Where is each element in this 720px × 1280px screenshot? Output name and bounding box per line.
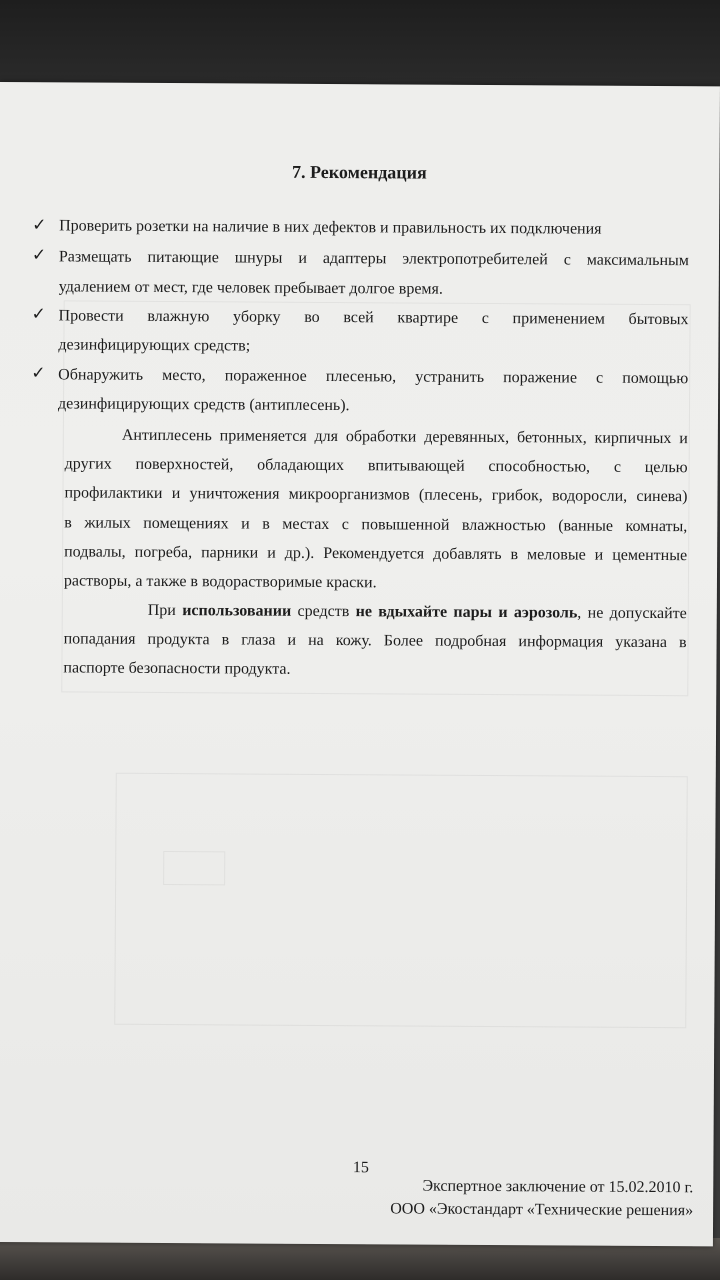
- checkmark-icon: ✓: [31, 363, 46, 383]
- recommendation-4-line-1: Обнаружить место, пораженное плесенью, устранить поражение с помощью: [58, 366, 689, 388]
- recommendation-2-line-1: Размещать питающие шнуры и адаптеры электропотребителей с максимальным: [58, 248, 689, 270]
- recommendation-4-line-2: дезинфицирующих средств (антиплесень).: [57, 395, 350, 415]
- paragraph-2-line-3: паспорте безопасности продукта.: [63, 659, 291, 678]
- checkmark-icon: ✓: [31, 245, 47, 265]
- document-content: [0, 82, 720, 1246]
- paragraph-1-line-3: профилактики и уничтожения микроорганизмов (плесень, грибок, водоросли, синева): [64, 484, 688, 506]
- recommendation-3-line-1: Провести влажную уборку во всей квартире с применением бытовых: [58, 307, 689, 329]
- checkmark-icon: ✓: [32, 215, 47, 235]
- paragraph-2-text: , не допускайте: [577, 604, 687, 623]
- paragraph-1-line-1: Антиплесень применяется для обработки деревянных, бетонных, кирпичных и: [121, 426, 688, 448]
- background-top: [0, 0, 720, 95]
- footer-line-2: ООО «Экостандарт «Технические решения»: [390, 1200, 694, 1220]
- checkmark-icon: ✓: [31, 304, 46, 324]
- paragraph-2-bold-warning: не вдыхайте пары и аэрозоль: [355, 603, 578, 622]
- section-title: 7. Рекомендация: [292, 161, 427, 183]
- paragraph-1-line-4: в жилых помещениях и в местах с повышенной влажностью (ванные комнаты,: [64, 514, 688, 536]
- paragraph-1-line-5: подвалы, погреба, парники и др.). Рекомендуется добавлять в меловые и цементные: [64, 543, 688, 565]
- paragraph-2-line-1: [148, 603, 687, 622]
- footer-line-1: Экспертное заключение от 15.02.2010 г.: [422, 1177, 694, 1197]
- paragraph-1-line-2: других поверхностей, обладающих впитывающей способностью, с целью: [64, 455, 688, 477]
- paragraph-2-text: При: [147, 601, 183, 620]
- paragraph-2-line-2: попадания продукта в глаза и на кожу. Более подробная информация указана в: [63, 630, 687, 652]
- paragraph-1-line-6: растворы, а также в водорастворимые краски.: [63, 572, 377, 592]
- paragraph-2-bold-text: использовании: [182, 602, 292, 620]
- recommendation-3-line-2: дезинфицирующих средств;: [58, 336, 251, 355]
- recommendation-2-line-2: удалением от мест, где человек пребывает долгое время.: [58, 278, 443, 298]
- document-page: [0, 82, 720, 1246]
- page-number: 15: [352, 1159, 369, 1177]
- recommendation-1-line-1: Проверить розетки на наличие в них дефектов и правильность их подключения: [59, 217, 602, 238]
- paragraph-2-text: средств: [291, 602, 356, 621]
